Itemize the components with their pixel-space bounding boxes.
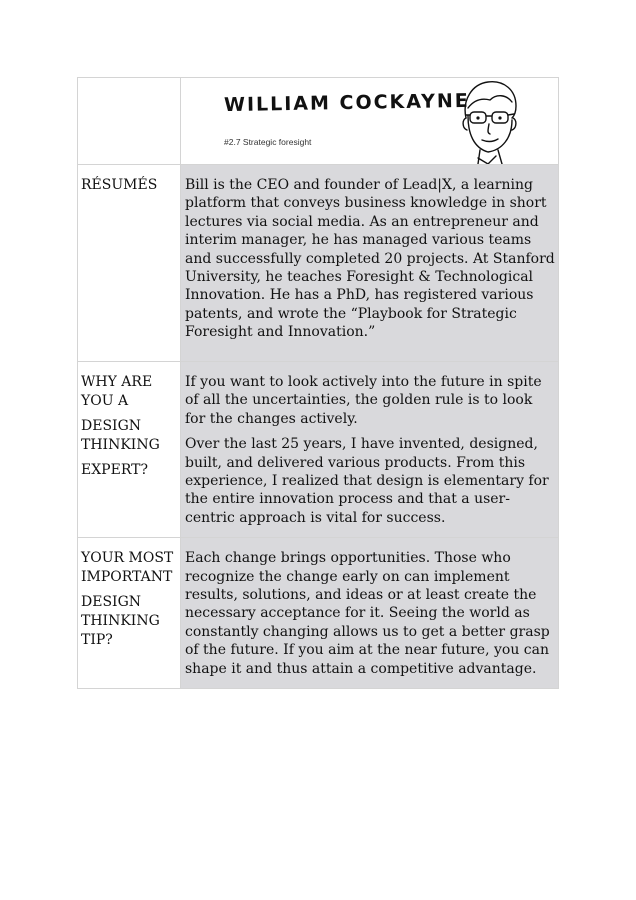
expert-name: WILLIAM COCKAYNE <box>223 89 471 117</box>
design-tip-label <box>78 538 180 650</box>
label-line: DESIGN <box>81 594 141 611</box>
label-line: EXPERT? <box>81 462 148 478</box>
resume-label-cell <box>78 165 181 362</box>
label-line: DESIGN <box>81 418 141 434</box>
chapter-subtitle: #2.7 Strategic foresight <box>224 137 312 147</box>
header-label-cell <box>78 78 181 165</box>
why-expert-paragraph-1: If you want to look actively into the future in spite of all the uncertainties, the golden rule is to look for the changes actively. <box>185 374 542 427</box>
profile-table <box>77 77 559 689</box>
label-line: IMPORTANT <box>81 569 173 586</box>
label-line: YOU A <box>81 393 129 409</box>
resume-content <box>181 165 559 362</box>
design-tip-content <box>181 538 559 689</box>
why-expert-row <box>78 362 559 538</box>
header-row <box>78 78 559 165</box>
design-tip-row <box>78 538 559 689</box>
why-expert-content <box>181 362 559 538</box>
design-tip-label-cell <box>78 538 181 689</box>
why-expert-label-cell <box>78 362 181 538</box>
resume-row <box>78 165 559 362</box>
label-line: THINKING <box>81 613 160 630</box>
why-expert-label <box>78 362 180 480</box>
design-tip-paragraph: Each change brings opportunities. Those who recognize the change early on can implement results, solutions, and ideas or at least create the necessary acceptance for it. Seeing the world as constantly changing allows us to get a better grasp of the future. If you aim at the near future, you can shape it and thus attain a competitive advantage. <box>185 550 550 677</box>
resume-paragraph: Bill is the CEO and founder of Lead|X, a learning platform that conveys business knowledge in short lectures via social media. As an entrepreneur and interim manager, he has managed various teams and successfully completed 20 projects. At Stanford University, he teaches Foresight & Technological Innovation. He has a PhD, has registered various patents, and wrote the “Playbook for Strategic Foresight and Innovation.” <box>185 177 555 341</box>
header-banner <box>181 78 559 165</box>
label-line: WHY ARE <box>81 374 153 390</box>
label-line: THINKING <box>81 437 160 453</box>
man-with-glasses-portrait-icon <box>456 78 526 164</box>
label-line: TIP? <box>81 632 113 649</box>
why-expert-paragraph-2: Over the last 25 years, I have invented, designed, built, and delivered various products. From this experience, I realized that design is elementary for the entire innovation process and that a user-centric approach is vital for success. <box>185 436 549 526</box>
resume-label <box>78 165 180 195</box>
label-line: YOUR MOST <box>81 550 174 567</box>
label-line: RÉSUMÉS <box>81 177 158 193</box>
